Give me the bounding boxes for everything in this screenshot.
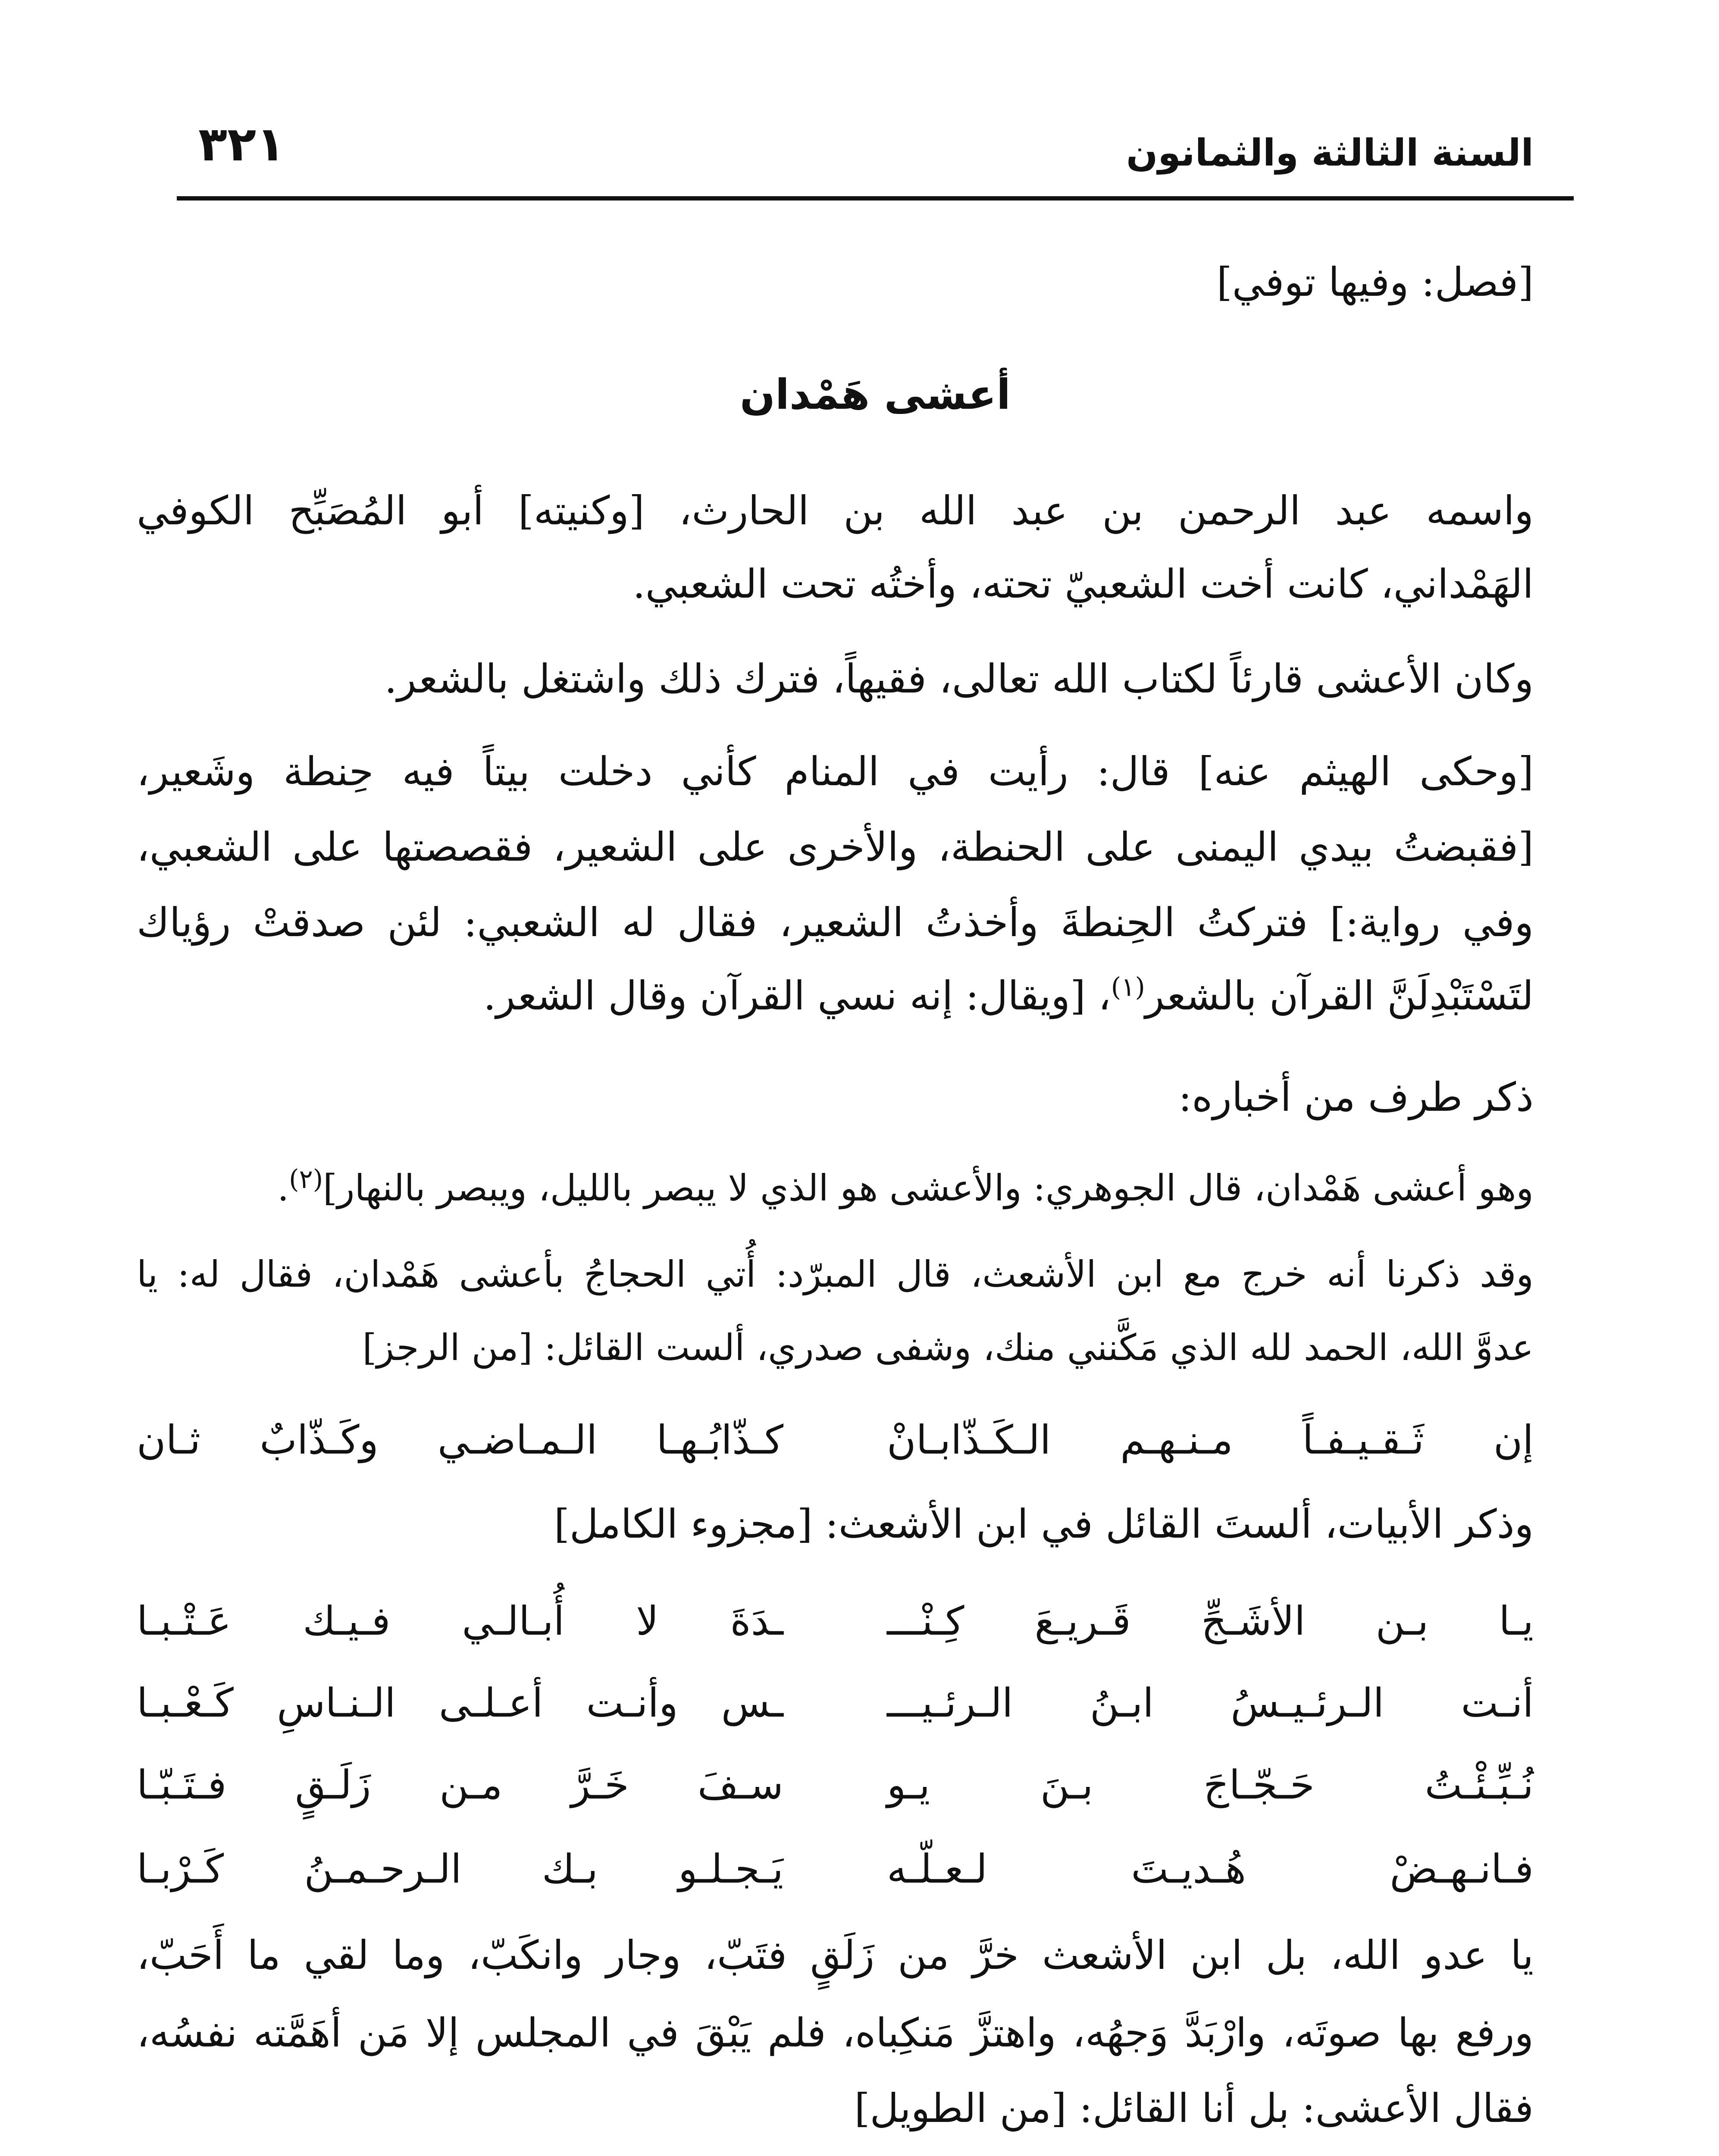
- verse-second-hemistich: كـذّابُـهـا الـمـاضـي وكَـذّابٌ ثـان: [137, 1417, 783, 1463]
- verse-second-hemistich: يَـجـلـو بـك الـرحـمـنُ كَـرْبـا: [137, 1846, 783, 1892]
- verse-first-hemistich: يـا بـن الأشَـجِّ قَـريـعَ كِـنْـــ: [887, 1598, 1534, 1644]
- verse-line: [137, 1757, 1534, 1813]
- body-text: .: [277, 1167, 289, 1209]
- body-line: الهَمْداني، كانت أخت الشعبيّ تحته، وأختُه تحت الشعبي.: [632, 561, 1534, 607]
- verse-first-hemistich: فـانـهـضْ هُـديـتَ لـعـلّـه: [887, 1846, 1534, 1892]
- body-line: وفي رواية:] فتركتُ الحِنطةَ وأخذتُ الشعير، فقال له الشعبي: لئن صدقتْ رؤياك: [137, 899, 1534, 946]
- verse-second-hemistich: ـس وأنـت أعـلـى الـنـاسِ كَـعْـبـا: [137, 1680, 783, 1726]
- body-line: [وحكى الهيثم عنه] قال: رأيت في المنام كأني دخلت بيتاً فيه حِنطة وشَعير،: [137, 749, 1534, 795]
- body-line: [137, 1160, 1534, 1216]
- body-line: [فقبضتُ بيدي اليمنى على الحنطة، والأخرى على الشعير، فقصصتها على الشعبي،: [137, 824, 1534, 870]
- verse-line: [137, 1675, 1534, 1731]
- running-header-title: السنة الثالثة والثمانون: [1126, 132, 1534, 175]
- verse-first-hemistich: إن ثَـقـيـفـاً مـنـهـم الـكَـذّابـانْ: [887, 1417, 1534, 1463]
- verse-first-hemistich: أنـت الـرئـيـسُ ابـنُ الـرئـيـــ: [887, 1680, 1534, 1726]
- verse-line: [137, 1593, 1534, 1649]
- body-line: وقد ذكرنا أنه خرج مع ابن الأشعث، قال المبرّد: أُتي الحجاجُ بأعشى هَمْدان، فقال له: يا: [137, 1253, 1534, 1295]
- body-line: وكان الأعشى قارئاً لكتاب الله تعالى، فقيهاً، فترك ذلك واشتغل بالشعر.: [384, 656, 1534, 702]
- verse-line: [137, 1412, 1534, 1468]
- footnote-marker: (٢): [289, 1164, 323, 1194]
- verse-first-hemistich: نُـبِّـئْـتُ حَـجّـاجَ بـنَ يـو: [887, 1762, 1534, 1808]
- verse-line: [137, 1841, 1534, 1897]
- footnote-marker: (١): [1111, 972, 1145, 1003]
- body-line: فقال الأعشى: بل أنا القائل: [من الطويل]: [854, 2085, 1534, 2131]
- verse-second-hemistich: ـدَةَ لا أُبـالـي فـيـك عَـتْـبـا: [137, 1598, 783, 1644]
- body-line: عدوَّ الله، الحمد لله الذي مَكَّنني منك، وشفى صدري، ألست القائل: [من الرجز]: [362, 1326, 1534, 1369]
- chapter-heading: أعشى هَمْدان: [740, 370, 1011, 419]
- page-number: ٣٢١: [198, 116, 285, 172]
- body-text: لتَسْتَبْدِلَنَّ القرآن بالشعر: [1145, 973, 1534, 1019]
- body-line: ورفع بها صوتَه، وارْبَدَّ وَجهُه، واهتزَّ مَنكِباه، فلم يَبْقَ في المجلس إلا مَن أهَمَّته نفسُه،: [137, 2010, 1534, 2056]
- body-text: وهو أعشى هَمْدان، قال الجوهري: والأعشى هو الذي لا يبصر بالليل، ويبصر بالنهار]: [323, 1167, 1534, 1209]
- subheading-line: ذكر طرف من أخباره:: [1178, 1074, 1534, 1120]
- body-line: [137, 968, 1534, 1024]
- body-line: وذكر الأبيات، ألستَ القائل في ابن الأشعث: [مجزوء الكامل]: [554, 1501, 1534, 1547]
- body-line: يا عدو الله، بل ابن الأشعث خرَّ من زَلَقٍ فتَبّ، وجار وانكَبّ، وما لقي ما أَحَبّ،: [137, 1932, 1534, 1978]
- body-line: واسمه عبد الرحمن بن عبد الله بن الحارث، [وكنيته] أبو المُصَبِّح الكوفي: [137, 488, 1534, 534]
- section-label: [فصل: وفيها توفي]: [1216, 259, 1534, 305]
- verse-second-hemistich: سـفَ خَـرَّ مـن زَلَـقٍ فـتَـبّـا: [137, 1762, 783, 1808]
- header-rule: [177, 196, 1574, 201]
- body-text: ، [ويقال: إنه نسي القرآن وقال الشعر.: [483, 973, 1111, 1019]
